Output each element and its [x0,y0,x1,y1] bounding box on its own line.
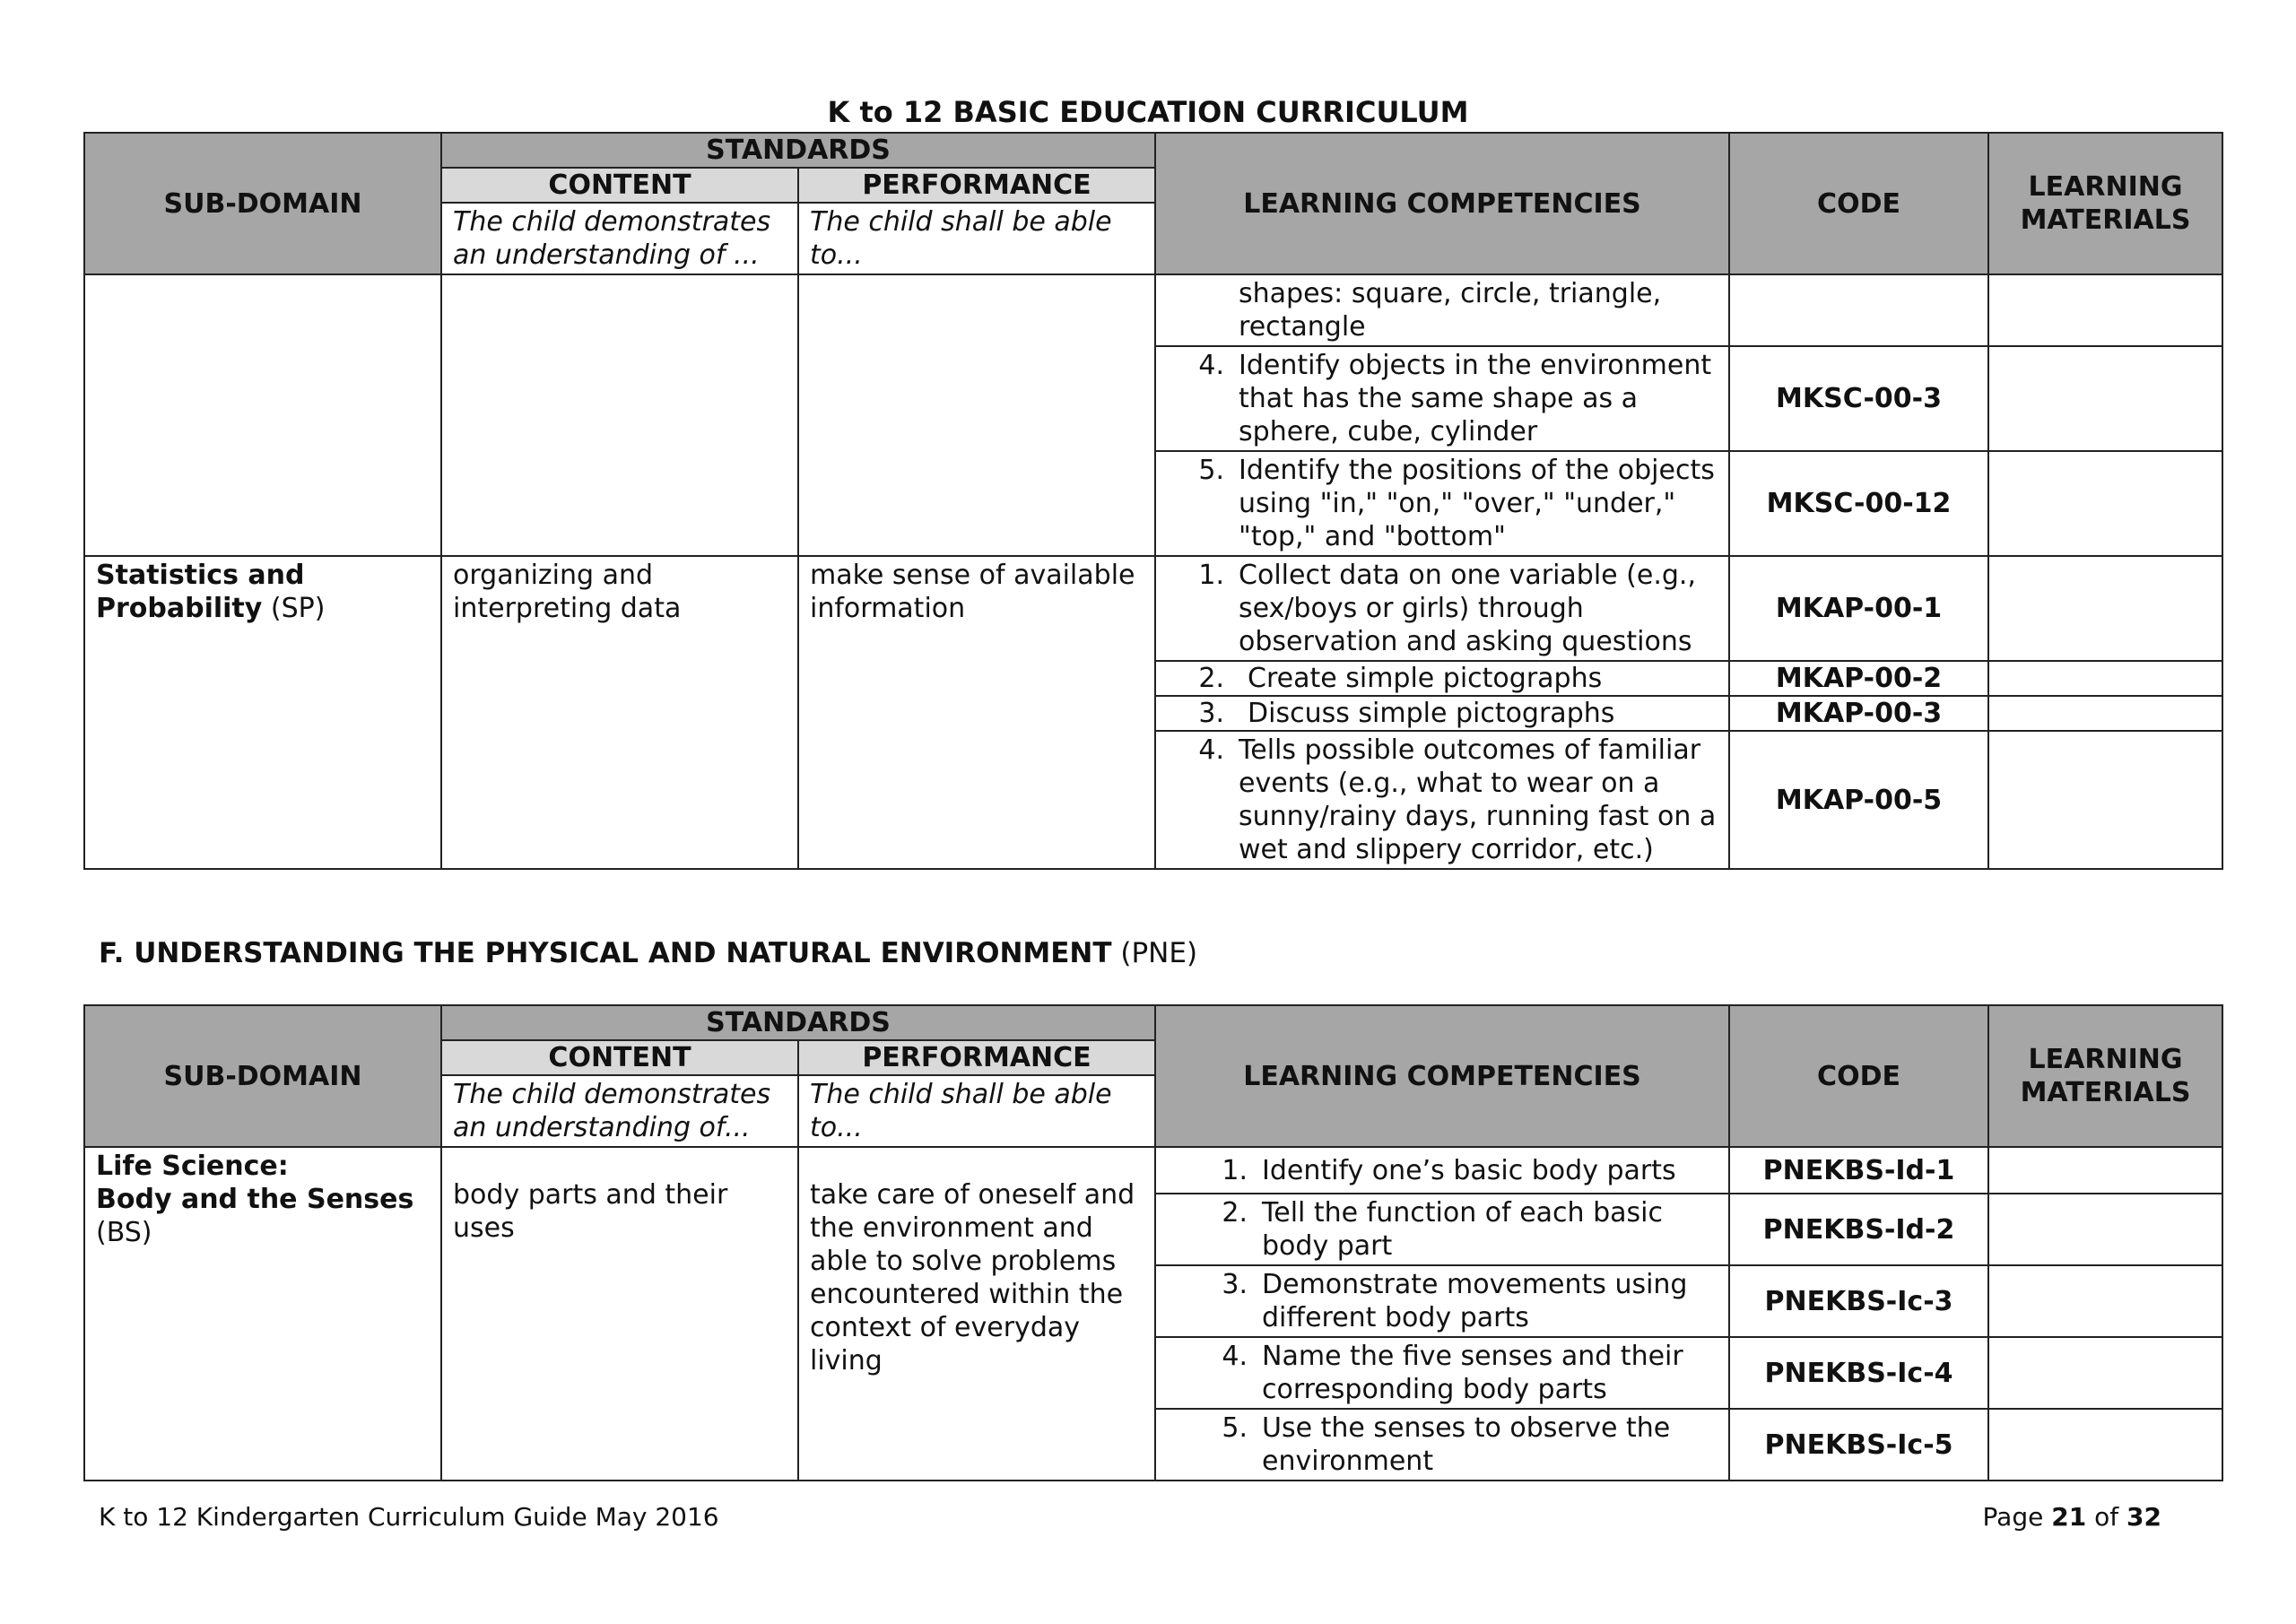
table-row [84,274,2222,346]
header-code: CODE [1729,1005,1988,1147]
materials-cell [1988,1194,2222,1265]
content-cell: organizing and interpreting data [441,556,798,869]
header-content: CONTENT [441,168,798,203]
materials-cell [1988,451,2222,556]
header-content: CONTENT [441,1040,798,1075]
materials-cell [1988,661,2222,696]
code-cell: MKAP-00-1 [1729,556,1988,661]
competency-cell: 1. Collect data on one variable (e.g., sex/boys or girls) through observation and asking questions [1155,556,1729,661]
content-cell [441,274,798,556]
performance-cell: take care of oneself and the environment and able to solve problems encountered within the context of everyday living [798,1147,1155,1481]
header-performance: PERFORMANCE [798,1040,1155,1075]
competency-cell: 5. Identify the positions of the objects using "in," "on," "over," "under," "top," and "bottom" [1155,451,1729,556]
performance-cell [798,274,1155,556]
code-cell: PNEKBS-Id-1 [1729,1147,1988,1194]
sub-domain-cell: Statistics and Probability (SP) [84,556,441,869]
competency-cell: 4. Identify objects in the environment that has the same shape as a sphere, cube, cylinder [1155,346,1729,451]
competency-cell: shapes: square, circle, triangle, rectangle [1155,274,1729,346]
header-standards: STANDARDS [441,133,1155,168]
header-learning-materials: LEARNING MATERIALS [1988,133,2222,274]
sub-domain-cell: Life Science: Body and the Senses (BS) [84,1147,441,1481]
header-learning-competencies: LEARNING COMPETENCIES [1155,133,1729,274]
competency-cell: 2. Tell the function of each basic body part [1155,1194,1729,1265]
code-cell: PNEKBS-Ic-3 [1729,1265,1988,1337]
header-learning-competencies: LEARNING COMPETENCIES [1155,1005,1729,1147]
header-learning-materials: LEARNING MATERIALS [1988,1005,2222,1147]
materials-cell [1988,556,2222,661]
competency-cell: 4. Name the five senses and their corresponding body parts [1155,1337,1729,1409]
header-performance-sub: The child shall be able to... [798,1075,1155,1147]
header-content-sub: The child demonstrates an understanding of ... [441,203,798,274]
materials-cell [1988,346,2222,451]
header-sub-domain: SUB-DOMAIN [84,133,441,274]
code-cell: MKAP-00-5 [1729,731,1988,869]
code-cell: PNEKBS-Ic-5 [1729,1409,1988,1481]
materials-cell [1988,1147,2222,1194]
competency-cell: 5. Use the senses to observe the environment [1155,1409,1729,1481]
materials-cell [1988,696,2222,731]
curriculum-table-2 [83,1004,2223,1481]
table-row [84,556,2222,661]
competency-cell: 2. Create simple pictographs [1155,661,1729,696]
materials-cell [1988,1409,2222,1481]
materials-cell [1988,731,2222,869]
performance-cell: make sense of available information [798,556,1155,869]
materials-cell [1988,274,2222,346]
code-cell: PNEKBS-Ic-4 [1729,1337,1988,1409]
code-cell: MKAP-00-2 [1729,661,1988,696]
curriculum-table-1 [83,132,2223,870]
page-number: Page 21 of 32 [1982,1502,2161,1532]
header-sub-domain: SUB-DOMAIN [84,1005,441,1147]
footer-guide-title: K to 12 Kindergarten Curriculum Guide May 2016 [99,1502,719,1532]
competency-cell: 3. Discuss simple pictographs [1155,696,1729,731]
materials-cell [1988,1337,2222,1409]
header-performance-sub: The child shall be able to... [798,203,1155,274]
header-content-sub: The child demonstrates an understanding of... [441,1075,798,1147]
content-cell: body parts and their uses [441,1147,798,1481]
document-title: K to 12 BASIC EDUCATION CURRICULUM [827,95,1469,129]
code-cell: MKAP-00-3 [1729,696,1988,731]
code-cell: MKSC-00-12 [1729,451,1988,556]
table-row [84,1147,2222,1194]
section-heading: F. UNDERSTANDING THE PHYSICAL AND NATURAL ENVIRONMENT (PNE) [99,937,1198,969]
competency-cell: 4. Tells possible outcomes of familiar events (e.g., what to wear on a sunny/rainy days, running fast on a wet and slippery corridor, etc.) [1155,731,1729,869]
code-cell: MKSC-00-3 [1729,346,1988,451]
header-performance: PERFORMANCE [798,168,1155,203]
materials-cell [1988,1265,2222,1337]
header-standards: STANDARDS [441,1005,1155,1040]
sub-domain-cell [84,274,441,556]
code-cell: PNEKBS-Id-2 [1729,1194,1988,1265]
code-cell [1729,274,1988,346]
header-code: CODE [1729,133,1988,274]
competency-cell: 3. Demonstrate movements using different body parts [1155,1265,1729,1337]
competency-cell: 1. Identify one’s basic body parts [1155,1147,1729,1194]
